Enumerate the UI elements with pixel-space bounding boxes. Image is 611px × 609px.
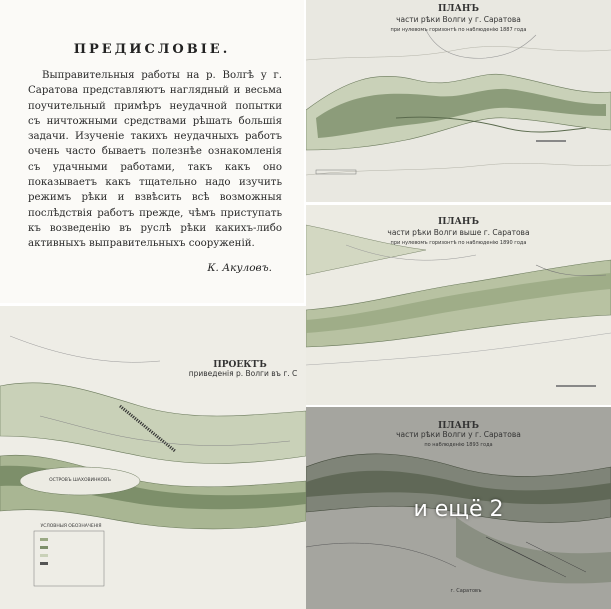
map-1887-title: ПЛАНЪ xyxy=(438,4,479,14)
map-1893-title: ПЛАНЪ xyxy=(438,421,479,431)
project-map-legend-title: УСЛОВНЫЯ ОБОЗНАЧЕНІЯ xyxy=(40,524,102,529)
map-1893-subtitle: части рѣки Волги у г. Саратова xyxy=(396,430,521,439)
photo-project-map[interactable] xyxy=(0,306,306,609)
preface-title: ПРЕДИСЛОВІЕ. xyxy=(73,42,231,57)
map-1890-subtitle: части рѣки Волги выше г. Саратова xyxy=(387,228,530,237)
photo-map-1887[interactable] xyxy=(306,0,611,202)
photo-preface-page[interactable] xyxy=(0,0,304,303)
preface-signature: К. Акуловъ. xyxy=(207,262,272,274)
project-map-title: ПРОЕКТЪ xyxy=(213,360,267,370)
photo-map-1893[interactable] xyxy=(306,407,611,609)
more-photos-count[interactable]: и ещё 2 xyxy=(413,497,504,522)
map-1893-subtitle2: по наблюденію 1893 года xyxy=(424,442,493,448)
map-1890-title: ПЛАНЪ xyxy=(438,217,479,227)
map-1887-subtitle2: при нулевомъ горизонтѣ по наблюденію 1887 года xyxy=(390,27,527,33)
map-1887-subtitle: части рѣки Волги у г. Саратова xyxy=(396,15,521,24)
map-1890-subtitle2: при нулевомъ горизонтѣ по наблюденію 1890 года xyxy=(390,240,527,246)
project-map-island-label: ОСТРОВЪ ШАХОВИНКОВЪ xyxy=(49,478,111,483)
preface-text: Выправительныя работы на р. Волгѣ у г. Саратова представляютъ наглядный и весьма поучительный примѣръ неудачной попытки съ ничтожными средствами рѣшать большія задачи. Изученіе такихъ неудачныхъ работъ очень часто бываетъ полезнѣе ознакомленія съ удачными работами, такъ какъ оно показываетъ какъ тщательно надо изучить режимъ рѣки и взвѣсить всѣ возможныя послѣдствія работъ прежде, чѣмъ приступать къ возведенію въ руслѣ рѣки какихъ-либо активныхъ выправительныхъ сооруженій. xyxy=(28,70,282,250)
map-1893-city-label: г. Саратовъ xyxy=(450,588,482,594)
project-map-drawing xyxy=(0,306,306,609)
project-map-subtitle: приведенія р. Волги въ г. С xyxy=(188,369,298,378)
photo-map-1890[interactable] xyxy=(306,205,611,405)
